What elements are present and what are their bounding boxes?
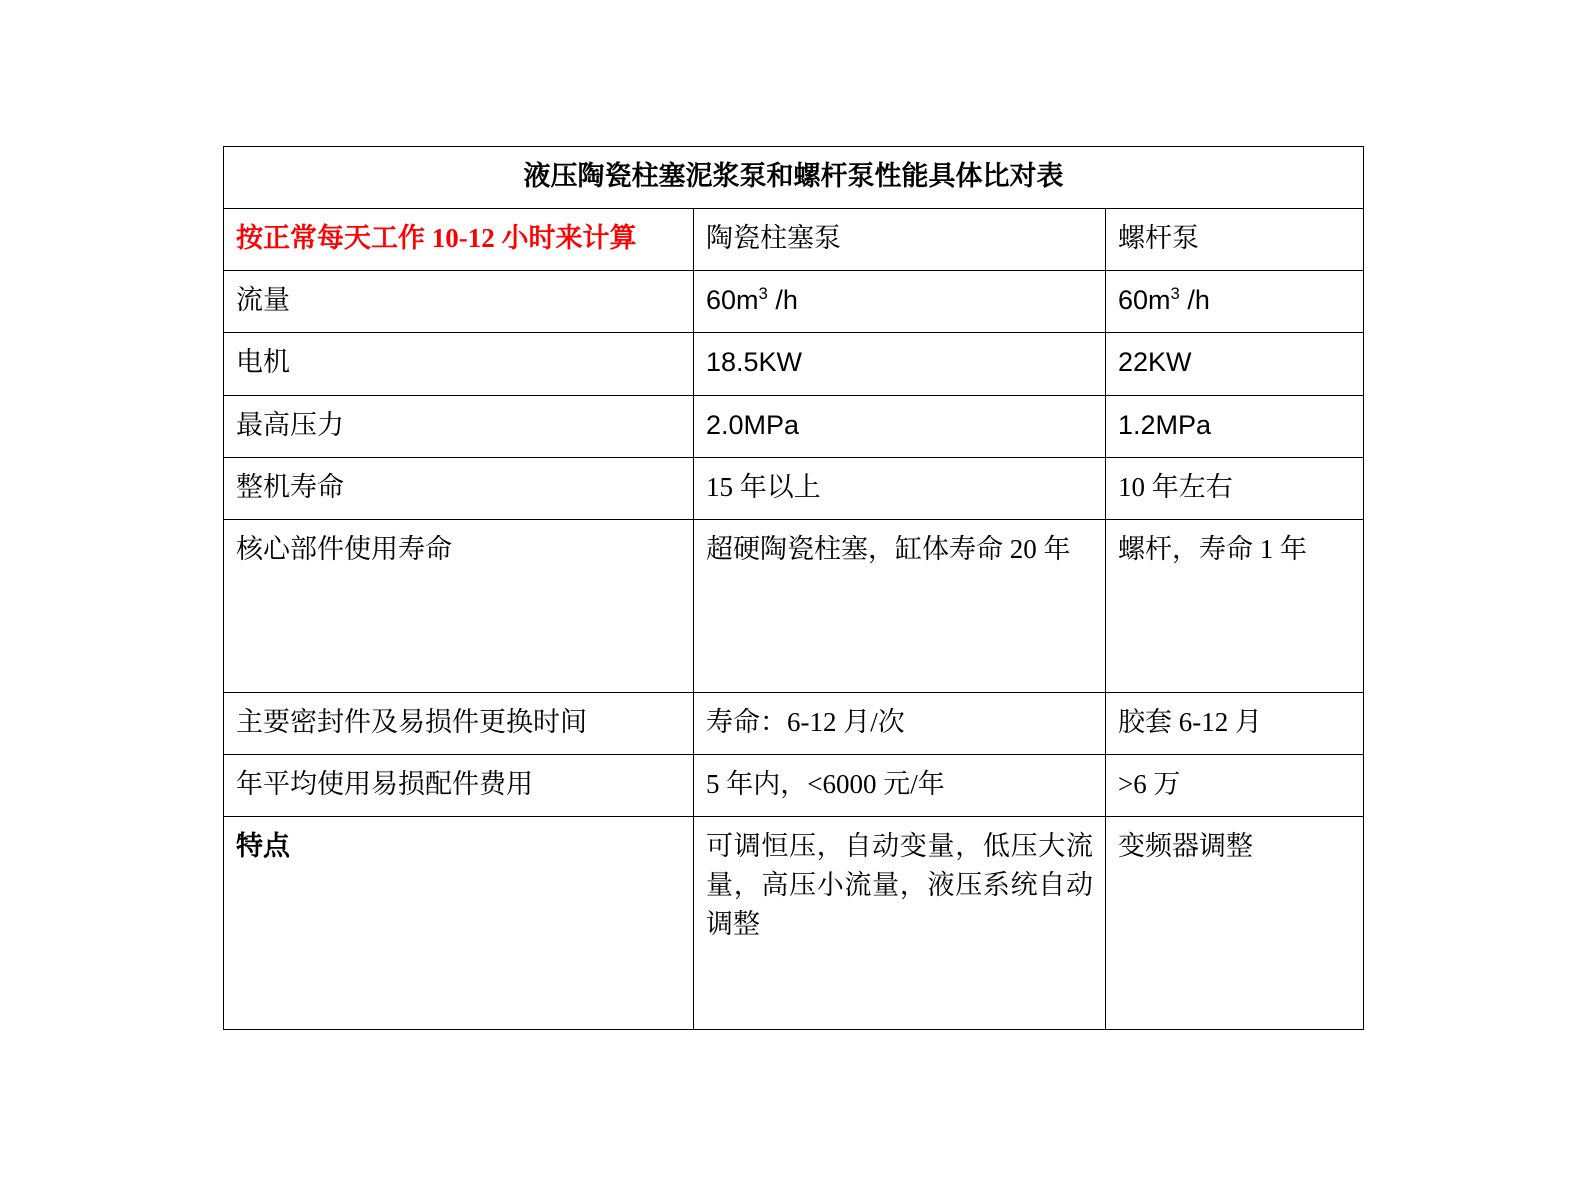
table-row — [224, 457, 1364, 519]
header-condition-label: 按正常每天工作 10-12 小时来计算 — [224, 209, 694, 271]
row-value-b: 变频器调整 — [1106, 817, 1364, 1030]
table-row — [224, 395, 1364, 457]
row-label: 特点 — [224, 817, 694, 1030]
flow-b-exponent: 3 — [1170, 284, 1180, 304]
row-value-a: 寿命：6-12 月/次 — [694, 692, 1106, 754]
table-row — [224, 271, 1364, 333]
row-label: 最高压力 — [224, 395, 694, 457]
flow-b-unit: /h — [1179, 285, 1210, 316]
table-row — [224, 519, 1364, 692]
table-title-row — [224, 147, 1364, 209]
row-value-a: 15 年以上 — [694, 457, 1106, 519]
flow-a-unit: /h — [767, 285, 798, 316]
table-row — [224, 692, 1364, 754]
flow-b-value: 60m — [1118, 285, 1171, 316]
row-value-b: 胶套 6-12 月 — [1106, 692, 1364, 754]
flow-a-exponent: 3 — [758, 284, 768, 304]
row-value-a: 可调恒压，自动变量，低压大流量，高压小流量，液压系统自动调整 — [694, 817, 1106, 1030]
row-label: 主要密封件及易损件更换时间 — [224, 692, 694, 754]
flow-a-value: 60m — [706, 285, 759, 316]
row-label: 流量 — [224, 271, 694, 333]
row-value-a: 超硬陶瓷柱塞，缸体寿命 20 年 — [694, 519, 1106, 692]
row-label: 整机寿命 — [224, 457, 694, 519]
row-value-b: 10 年左右 — [1106, 457, 1364, 519]
header-column-b: 螺杆泵 — [1106, 209, 1364, 271]
table-row — [224, 817, 1364, 1030]
row-value-b: 螺杆，寿命 1 年 — [1106, 519, 1364, 692]
row-value-a: 2.0MPa — [694, 395, 1106, 457]
row-value-b — [1106, 271, 1364, 333]
row-value-b: 1.2MPa — [1106, 395, 1364, 457]
row-label: 电机 — [224, 333, 694, 395]
page-title: 液压陶瓷柱塞泥浆泵和螺杆泵性能具体比对表 — [224, 147, 1364, 209]
row-value-b: 22KW — [1106, 333, 1364, 395]
header-column-a: 陶瓷柱塞泵 — [694, 209, 1106, 271]
table-header-row — [224, 209, 1364, 271]
comparison-table — [223, 146, 1364, 1030]
comparison-table-container — [223, 146, 1363, 1030]
row-label: 年平均使用易损配件费用 — [224, 754, 694, 816]
table-row — [224, 333, 1364, 395]
table-row — [224, 754, 1364, 816]
row-value-a — [694, 271, 1106, 333]
row-value-a: 18.5KW — [694, 333, 1106, 395]
row-value-a: 5 年内，<6000 元/年 — [694, 754, 1106, 816]
row-value-b: >6 万 — [1106, 754, 1364, 816]
row-label: 核心部件使用寿命 — [224, 519, 694, 692]
